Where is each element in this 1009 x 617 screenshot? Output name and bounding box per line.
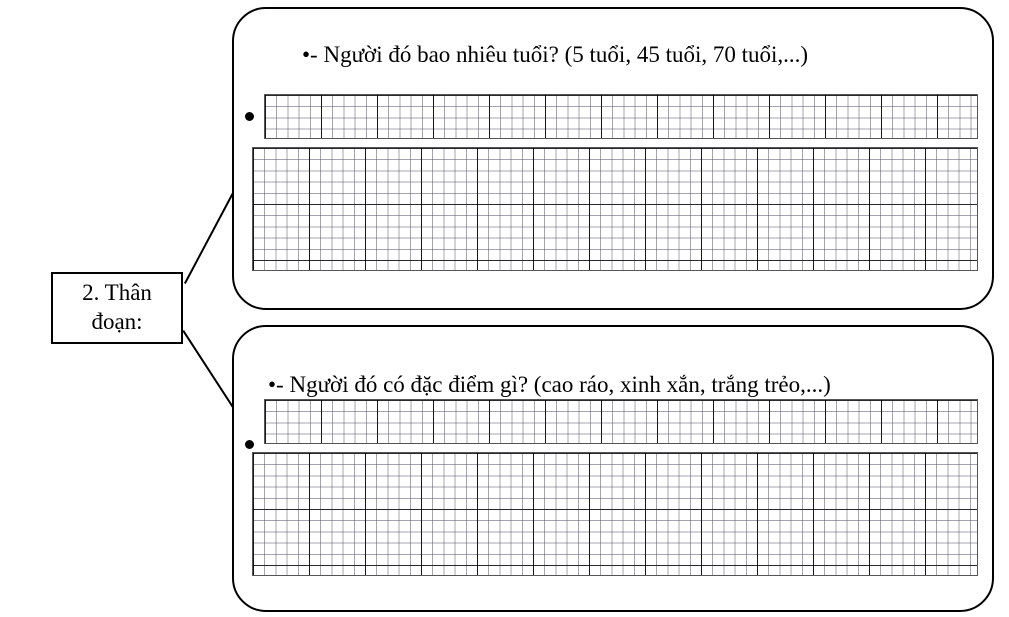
section-label-line1: 2. Thân: [82, 280, 152, 306]
question-text-features: •- Người đó có đặc điểm gì? (cao ráo, xinh xắn, trắng trẻo,...): [268, 372, 831, 397]
writing-grid-line[interactable]: [264, 94, 978, 139]
question-text-age: •- Người đó bao nhiêu tuổi? (5 tuổi, 45 tuổi, 70 tuổi,...): [302, 42, 809, 67]
writing-grid-block[interactable]: [252, 147, 978, 271]
bullet-dot-icon: [245, 440, 254, 449]
answer-panel-age: [232, 7, 994, 310]
answer-panel-features: [232, 325, 994, 612]
section-label-box: [51, 272, 183, 344]
writing-grid-line[interactable]: [264, 399, 978, 444]
bullet-dot-icon: [245, 112, 254, 121]
writing-grid-block[interactable]: [252, 452, 978, 576]
section-label-line2: đoạn:: [91, 309, 143, 334]
